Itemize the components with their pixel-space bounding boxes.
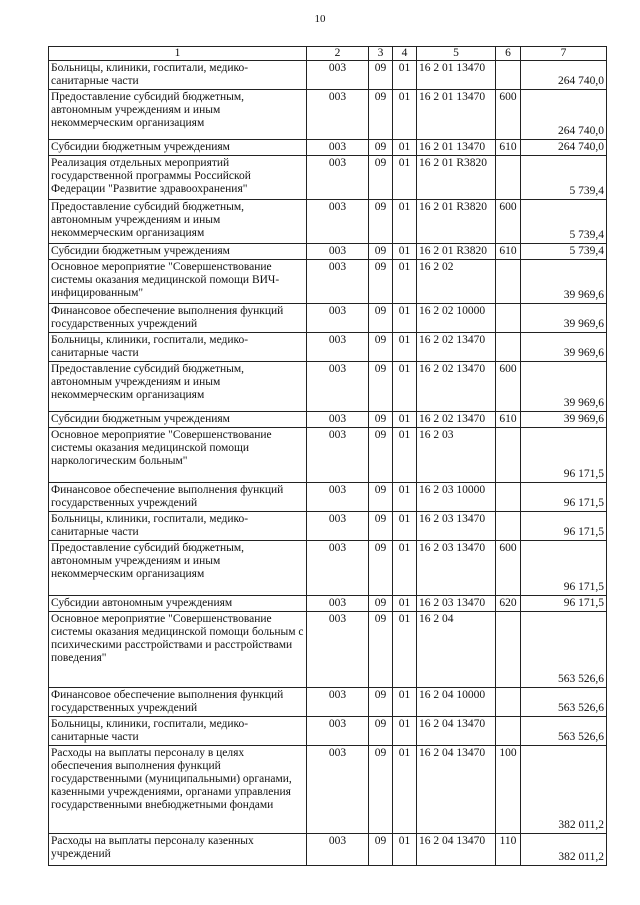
expense-type-cell xyxy=(496,512,521,541)
column-header: 6 xyxy=(496,47,521,61)
amount-cell: 96 171,5 xyxy=(521,596,607,612)
section-cell: 09 xyxy=(369,156,393,200)
target-article-cell: 16 2 01 13470 xyxy=(417,61,496,90)
amount-cell: 39 969,6 xyxy=(521,362,607,412)
subsection-cell: 01 xyxy=(393,333,417,362)
row-name: Основное мероприятие "Совершенствование системы оказания медицинской помощи наркологическим больным" xyxy=(49,428,307,483)
column-header: 3 xyxy=(369,47,393,61)
section-cell: 09 xyxy=(369,61,393,90)
table-row xyxy=(49,90,607,140)
subsection-cell: 01 xyxy=(393,612,417,688)
row-name: Предоставление субсидий бюджетным, автономным учреждениям и иным некоммерческим организациям xyxy=(49,362,307,412)
section-cell: 09 xyxy=(369,596,393,612)
section-cell: 09 xyxy=(369,512,393,541)
expense-type-cell xyxy=(496,688,521,717)
target-article-cell: 16 2 04 13470 xyxy=(417,746,496,834)
target-article-cell: 16 2 01 13470 xyxy=(417,90,496,140)
section-cell: 09 xyxy=(369,834,393,866)
table-row xyxy=(49,412,607,428)
row-name: Больницы, клиники, госпитали, медико-санитарные части xyxy=(49,333,307,362)
section-cell: 09 xyxy=(369,90,393,140)
subsection-cell: 01 xyxy=(393,541,417,596)
expense-type-cell: 610 xyxy=(496,412,521,428)
subsection-cell: 01 xyxy=(393,412,417,428)
code-cell: 003 xyxy=(307,541,369,596)
amount-cell: 5 739,4 xyxy=(521,156,607,200)
target-article-cell: 16 2 02 10000 xyxy=(417,304,496,333)
target-article-cell: 16 2 03 10000 xyxy=(417,483,496,512)
row-name: Финансовое обеспечение выполнения функций государственных учреждений xyxy=(49,483,307,512)
subsection-cell: 01 xyxy=(393,61,417,90)
section-cell: 09 xyxy=(369,244,393,260)
row-name: Предоставление субсидий бюджетным, автономным учреждениям и иным некоммерческим организациям xyxy=(49,90,307,140)
code-cell: 003 xyxy=(307,688,369,717)
code-cell: 003 xyxy=(307,428,369,483)
amount-cell: 382 011,2 xyxy=(521,834,607,866)
target-article-cell: 16 2 04 10000 xyxy=(417,688,496,717)
column-header: 1 xyxy=(49,47,307,61)
subsection-cell: 01 xyxy=(393,688,417,717)
row-name: Больницы, клиники, госпитали, медико-санитарные части xyxy=(49,61,307,90)
code-cell: 003 xyxy=(307,512,369,541)
code-cell: 003 xyxy=(307,156,369,200)
expense-type-cell xyxy=(496,717,521,746)
expense-type-cell: 600 xyxy=(496,200,521,244)
section-cell: 09 xyxy=(369,483,393,512)
subsection-cell: 01 xyxy=(393,304,417,333)
table-row xyxy=(49,333,607,362)
column-header: 7 xyxy=(521,47,607,61)
column-header: 5 xyxy=(417,47,496,61)
column-header: 4 xyxy=(393,47,417,61)
target-article-cell: 16 2 03 13470 xyxy=(417,596,496,612)
table-row xyxy=(49,834,607,866)
expense-type-cell: 600 xyxy=(496,90,521,140)
target-article-cell: 16 2 01 13470 xyxy=(417,140,496,156)
expense-type-cell: 100 xyxy=(496,746,521,834)
subsection-cell: 01 xyxy=(393,140,417,156)
code-cell: 003 xyxy=(307,612,369,688)
code-cell: 003 xyxy=(307,304,369,333)
table-row xyxy=(49,612,607,688)
amount-cell: 264 740,0 xyxy=(521,90,607,140)
amount-cell: 563 526,6 xyxy=(521,717,607,746)
amount-cell: 39 969,6 xyxy=(521,412,607,428)
target-article-cell: 16 2 04 xyxy=(417,612,496,688)
amount-cell: 96 171,5 xyxy=(521,483,607,512)
table-row xyxy=(49,717,607,746)
table-row xyxy=(49,140,607,156)
expense-type-cell: 610 xyxy=(496,140,521,156)
code-cell: 003 xyxy=(307,90,369,140)
row-name: Основное мероприятие "Совершенствование системы оказания медицинской помощи ВИЧ-инфицированным" xyxy=(49,260,307,304)
table-row xyxy=(49,244,607,260)
row-name: Расходы на выплаты персоналу в целях обеспечения выполнения функций государственными (муниципальными) органами, казенными учреждениями, органами управления государственными внебюджетными фондами xyxy=(49,746,307,834)
target-article-cell: 16 2 01 R3820 xyxy=(417,244,496,260)
target-article-cell: 16 2 04 13470 xyxy=(417,834,496,866)
table-row xyxy=(49,483,607,512)
expense-type-cell: 600 xyxy=(496,541,521,596)
table-row xyxy=(49,61,607,90)
expense-type-cell: 600 xyxy=(496,362,521,412)
expense-type-cell: 620 xyxy=(496,596,521,612)
section-cell: 09 xyxy=(369,260,393,304)
row-name: Предоставление субсидий бюджетным, автономным учреждениям и иным некоммерческим организациям xyxy=(49,541,307,596)
column-header: 2 xyxy=(307,47,369,61)
target-article-cell: 16 2 03 13470 xyxy=(417,512,496,541)
amount-cell: 96 171,5 xyxy=(521,428,607,483)
row-name: Основное мероприятие "Совершенствование системы оказания медицинской помощи больным с психическими расстройствами и расстройствами поведения" xyxy=(49,612,307,688)
section-cell: 09 xyxy=(369,746,393,834)
target-article-cell: 16 2 02 13470 xyxy=(417,333,496,362)
section-cell: 09 xyxy=(369,428,393,483)
target-article-cell: 16 2 02 xyxy=(417,260,496,304)
section-cell: 09 xyxy=(369,200,393,244)
target-article-cell: 16 2 03 13470 xyxy=(417,541,496,596)
subsection-cell: 01 xyxy=(393,483,417,512)
subsection-cell: 01 xyxy=(393,428,417,483)
code-cell: 003 xyxy=(307,362,369,412)
row-name: Субсидии бюджетным учреждениям xyxy=(49,412,307,428)
row-name: Финансовое обеспечение выполнения функций государственных учреждений xyxy=(49,304,307,333)
target-article-cell: 16 2 02 13470 xyxy=(417,362,496,412)
section-cell: 09 xyxy=(369,717,393,746)
table-row xyxy=(49,688,607,717)
subsection-cell: 01 xyxy=(393,596,417,612)
section-cell: 09 xyxy=(369,412,393,428)
expense-type-cell: 110 xyxy=(496,834,521,866)
section-cell: 09 xyxy=(369,333,393,362)
amount-cell: 39 969,6 xyxy=(521,304,607,333)
row-name: Субсидии бюджетным учреждениям xyxy=(49,140,307,156)
subsection-cell: 01 xyxy=(393,834,417,866)
target-article-cell: 16 2 01 R3820 xyxy=(417,200,496,244)
code-cell: 003 xyxy=(307,746,369,834)
amount-cell: 563 526,6 xyxy=(521,612,607,688)
row-name: Реализация отдельных мероприятий государственной программы Российской Федерации "Развитие здравоохранения" xyxy=(49,156,307,200)
target-article-cell: 16 2 02 13470 xyxy=(417,412,496,428)
amount-cell: 264 740,0 xyxy=(521,61,607,90)
section-cell: 09 xyxy=(369,541,393,596)
code-cell: 003 xyxy=(307,333,369,362)
code-cell: 003 xyxy=(307,717,369,746)
code-cell: 003 xyxy=(307,834,369,866)
subsection-cell: 01 xyxy=(393,90,417,140)
expense-type-cell xyxy=(496,304,521,333)
target-article-cell: 16 2 04 13470 xyxy=(417,717,496,746)
table-row xyxy=(49,541,607,596)
amount-cell: 5 739,4 xyxy=(521,244,607,260)
amount-cell: 96 171,5 xyxy=(521,541,607,596)
subsection-cell: 01 xyxy=(393,362,417,412)
amount-cell: 5 739,4 xyxy=(521,200,607,244)
subsection-cell: 01 xyxy=(393,200,417,244)
subsection-cell: 01 xyxy=(393,717,417,746)
amount-cell: 563 526,6 xyxy=(521,688,607,717)
table-row xyxy=(49,260,607,304)
row-name: Субсидии автономным учреждениям xyxy=(49,596,307,612)
section-cell: 09 xyxy=(369,688,393,717)
section-cell: 09 xyxy=(369,304,393,333)
row-name: Предоставление субсидий бюджетным, автономным учреждениям и иным некоммерческим организациям xyxy=(49,200,307,244)
expense-type-cell xyxy=(496,61,521,90)
subsection-cell: 01 xyxy=(393,260,417,304)
code-cell: 003 xyxy=(307,61,369,90)
row-name: Больницы, клиники, госпитали, медико-санитарные части xyxy=(49,512,307,541)
budget-table xyxy=(48,46,607,866)
column-number-row xyxy=(49,47,607,61)
subsection-cell: 01 xyxy=(393,746,417,834)
amount-cell: 39 969,6 xyxy=(521,260,607,304)
code-cell: 003 xyxy=(307,596,369,612)
code-cell: 003 xyxy=(307,200,369,244)
section-cell: 09 xyxy=(369,612,393,688)
target-article-cell: 16 2 01 R3820 xyxy=(417,156,496,200)
table-row xyxy=(49,362,607,412)
expense-type-cell xyxy=(496,483,521,512)
code-cell: 003 xyxy=(307,412,369,428)
table-row xyxy=(49,746,607,834)
table-row xyxy=(49,156,607,200)
expense-type-cell xyxy=(496,612,521,688)
row-name: Субсидии бюджетным учреждениям xyxy=(49,244,307,260)
row-name: Расходы на выплаты персоналу казенных учреждений xyxy=(49,834,307,866)
expense-type-cell xyxy=(496,333,521,362)
section-cell: 09 xyxy=(369,140,393,156)
section-cell: 09 xyxy=(369,362,393,412)
page-number: 10 xyxy=(314,13,326,25)
amount-cell: 39 969,6 xyxy=(521,333,607,362)
table-row xyxy=(49,596,607,612)
table-row xyxy=(49,428,607,483)
subsection-cell: 01 xyxy=(393,512,417,541)
expense-type-cell xyxy=(496,260,521,304)
table-row xyxy=(49,200,607,244)
target-article-cell: 16 2 03 xyxy=(417,428,496,483)
amount-cell: 382 011,2 xyxy=(521,746,607,834)
code-cell: 003 xyxy=(307,260,369,304)
amount-cell: 264 740,0 xyxy=(521,140,607,156)
code-cell: 003 xyxy=(307,483,369,512)
amount-cell: 96 171,5 xyxy=(521,512,607,541)
expense-type-cell: 610 xyxy=(496,244,521,260)
table-row xyxy=(49,304,607,333)
subsection-cell: 01 xyxy=(393,156,417,200)
code-cell: 003 xyxy=(307,140,369,156)
expense-type-cell xyxy=(496,156,521,200)
subsection-cell: 01 xyxy=(393,244,417,260)
row-name: Больницы, клиники, госпитали, медико-санитарные части xyxy=(49,717,307,746)
code-cell: 003 xyxy=(307,244,369,260)
row-name: Финансовое обеспечение выполнения функций государственных учреждений xyxy=(49,688,307,717)
table-row xyxy=(49,512,607,541)
expense-type-cell xyxy=(496,428,521,483)
